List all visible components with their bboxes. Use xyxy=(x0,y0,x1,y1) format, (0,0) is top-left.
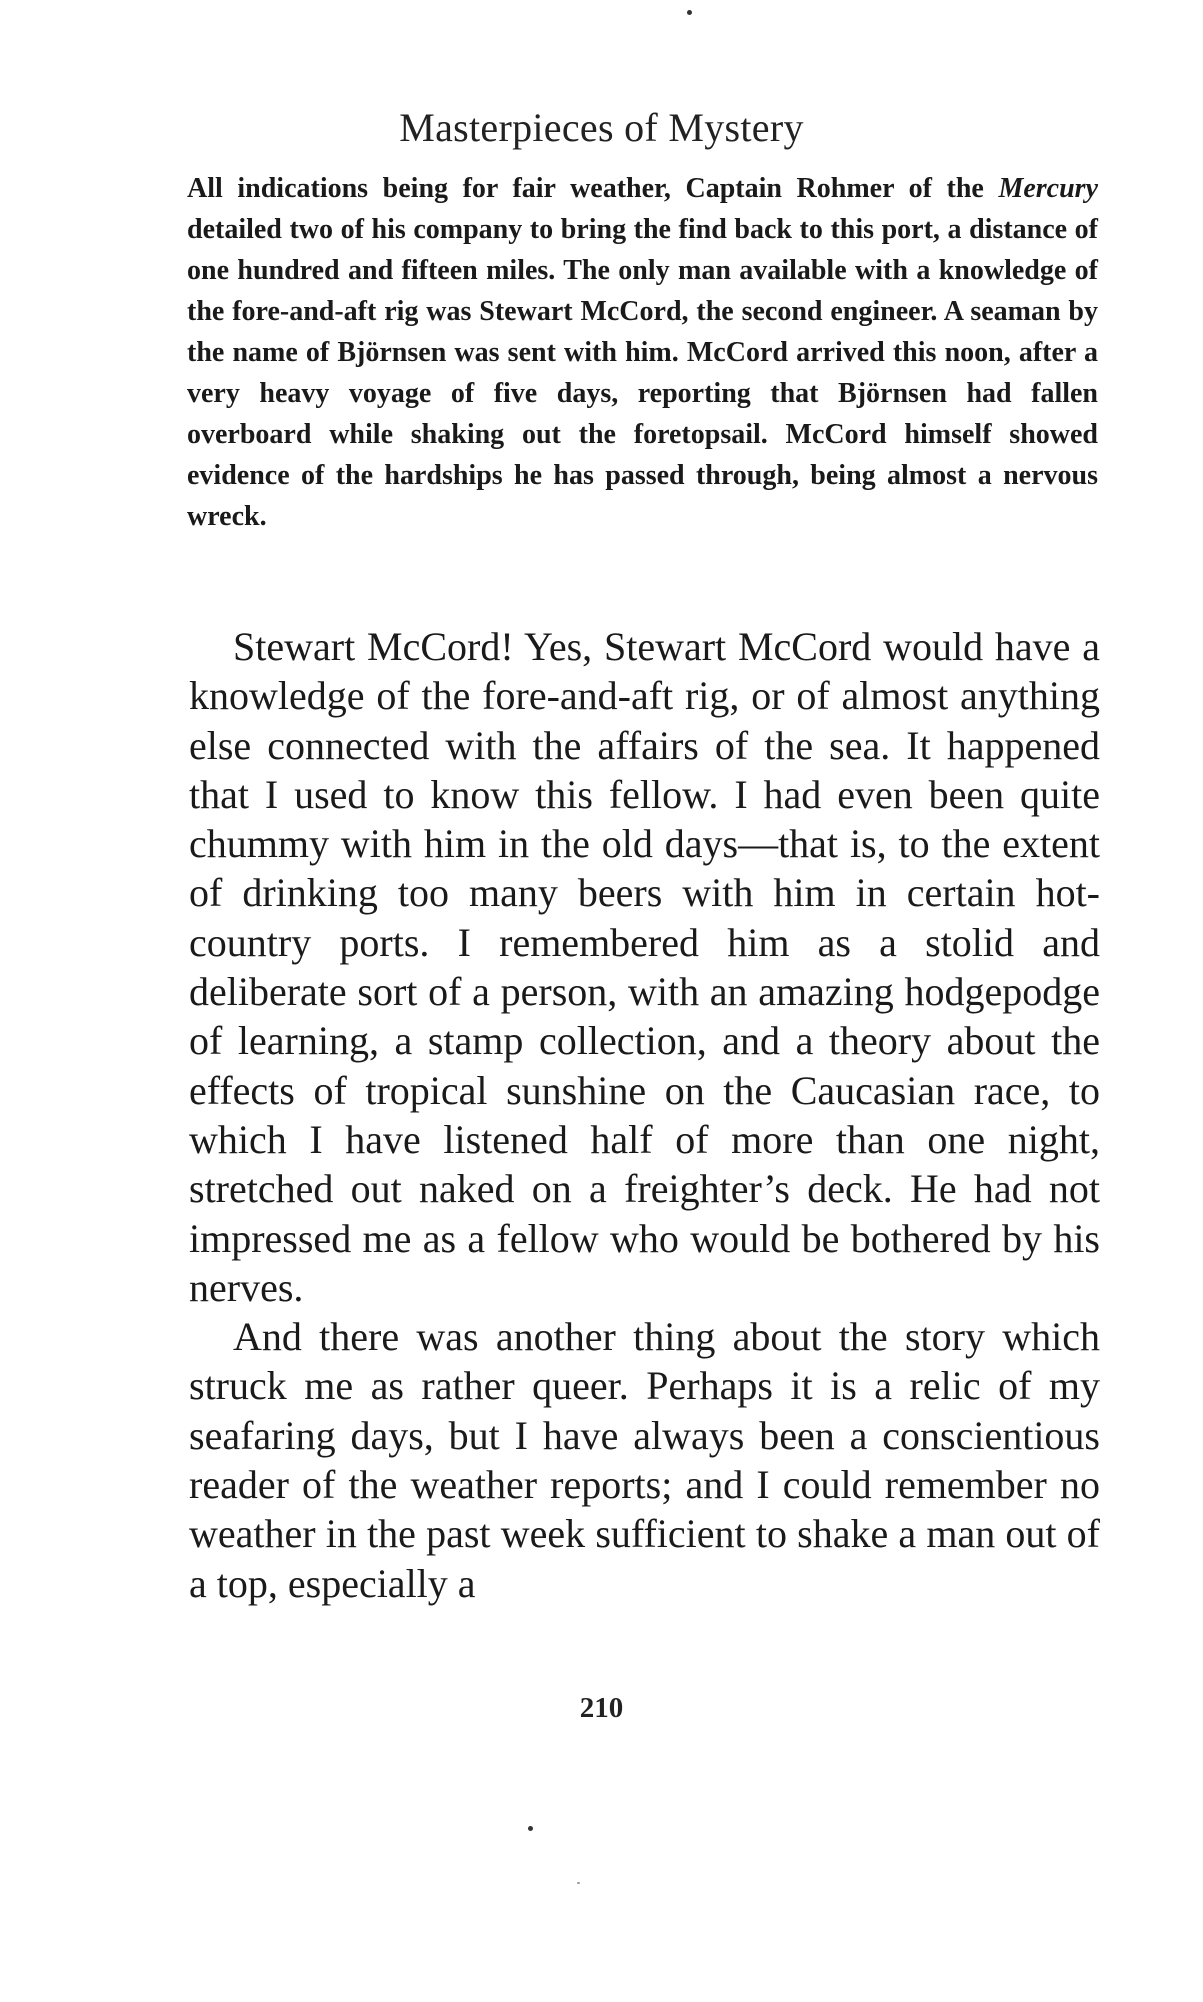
body-text xyxy=(189,622,1100,1608)
page-number: 210 xyxy=(579,1692,624,1724)
running-header: Masterpieces of Mystery xyxy=(399,105,804,150)
scan-speck-faint xyxy=(577,1882,580,1884)
scan-speck-top xyxy=(687,10,692,15)
quoted-news-report xyxy=(187,168,1098,537)
quote-text-start: All indications being for fair weather, Captain Rohmer of the xyxy=(187,173,999,204)
paragraph-2: And there was another thing about the story which struck me as rather queer. Perhaps it is a relic of my seafaring days, but I have always been a conscientious reader of the weather reports; and I could remember no weather in the past week sufficient to shake a man out of a top, especially a xyxy=(189,1314,1100,1606)
scan-speck-bottom xyxy=(528,1826,533,1831)
ship-name: Mercury xyxy=(998,173,1098,204)
quote-text-end: detailed two of his company to bring the find back to this port, a distance of one hundred and fifteen miles. The only man available with a knowledge of the fore-and-aft rig was Stewart McCord, the second engineer. A seaman by the name of Björnsen was sent with him. McCord arrived this noon, after a very heavy voyage of five days, reporting that Björnsen had fallen overboard while shaking out the foretopsail. McCord himself showed evidence of the hardships he has passed through, being almost a nervous wreck. xyxy=(187,214,1098,532)
paragraph-1: Stewart McCord! Yes, Stewart McCord would have a knowledge of the fore-and-aft rig, or of almost anything else connected with the affairs of the sea. It happened that I used to know this fellow. I had even been quite chummy with him in the old days—that is, to the extent of drinking too many beers with him in certain hot-country ports. I remembered him as a stolid and deliberate sort of a person, with an amazing hodgepodge of learning, a stamp collection, and a theory about the effects of tropical sunshine on the Caucasian race, to which I have listened half of more than one night, stretched out naked on a freighter’s deck. He had not impressed me as a fellow who would be bothered by his nerves. xyxy=(189,624,1100,1310)
